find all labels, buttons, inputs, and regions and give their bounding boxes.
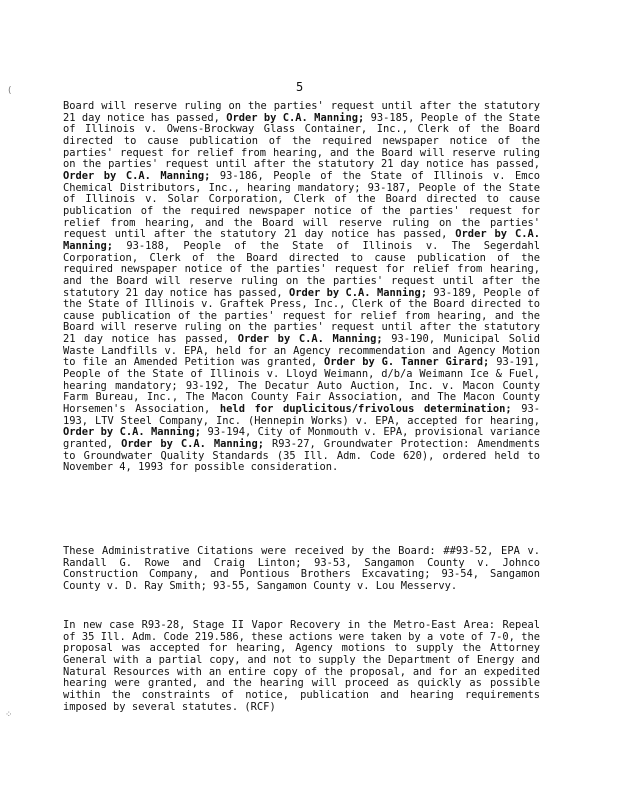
bold-phrase: Order by G. Tanner Girard;	[324, 356, 490, 369]
text-run: 93-189, People of the State of Illinois v. Graftek Press, Inc., Clerk of the Board directed to cause publication of the parties' request for relief from hearing, and the Board will reserve ruling on the parties' request until after the statutory 21 day notice has passed,	[63, 286, 540, 346]
page-number: 5	[296, 80, 304, 94]
text-run: 93-186, People of the State of Illinois v. Emco Chemical Distributors, Inc., hearing mandatory; 93-187, People of the State of Illinois v. Solar Corporation, Clerk of the Board directed to cause publication of the required newspaper notice of the parties' request for relief from hearing, and the Board will reserve ruling on the parties' request until after the statutory 21 day notice has passed,	[63, 169, 540, 241]
bold-phrase: Order by C.A. Manning;	[121, 438, 264, 451]
text-run: 93-194, City of Monmouth v. EPA, provisional variance granted,	[63, 426, 540, 451]
bold-phrase: Order by C.A. Manning;	[63, 228, 541, 252]
bold-phrase: Order by C.A. Manning;	[237, 333, 383, 346]
text-run: 93-191, People of the State of Illinois v. Lloyd Weimann, d/b/a Weimann Ice & Fuel, hearing mandatory; 93-192, The Decatur Auto Auction, Inc. v. Macon County Farm Bureau, Inc., The Macon County Fair Association, and The Macon County Horsemen's Association,	[63, 356, 541, 416]
bold-phrase: Order by C.A. Manning;	[63, 426, 202, 439]
text-run: 93-188, People of the State of Illinois v. The Segerdahl Corporation, Clerk of the Board directed to cause publication of the required newspaper notice of the parties' request for relief from hearing, and the Board will reserve ruling on the parties' request until after the statutory 21 day notice has passed,	[63, 239, 540, 299]
scan-mark: ⁘	[5, 710, 13, 720]
paragraph-administrative-citations: These Administrative Citations were received by the Board: ##93-52, EPA v. Randall G. Rowe and Craig Linton; 93-53, Sangamon County v. Johnco Construction Company, and Pontious Brothers Excavating; 93-54, Sangamon County v. D. Ray Smith; 93-55, Sangamon County v. Lou Messervy.	[63, 545, 540, 592]
paragraph-new-case-r93-28: In new case R93-28, Stage II Vapor Recovery in the Metro-East Area: Repeal of 35 Ill. Adm. Code 219.586, these actions were taken by a vote of 7-0, the proposal was accepted for hearing, Agency motions to supply the Attorney General with a partial copy, and not to supply the Department of Energy and Natural Resources with an entire copy of the proposal, and for an expedited hearing were granted, and the hearing will proceed as quickly as possible within the constraints of notice, publication and hearing requirements imposed by several statutes. (RCF)	[63, 619, 540, 713]
text-run: 93-185, People of the State of Illinois v. Owens-Brockway Glass Container, Inc., Clerk of the Board directed to cause publication of the required newspaper notice of the parties' request for relief from hearing, and the Board will reserve ruling on the parties' request until after the statutory 21 day notice has passed,	[63, 111, 540, 171]
scan-mark: (	[8, 86, 12, 96]
text-run: Board will reserve ruling on the parties' request until after the statutory 21 day notice has passed,	[63, 100, 540, 124]
bold-phrase: Order by C.A. Manning;	[226, 111, 365, 124]
bold-phrase: Order by C.A. Manning;	[63, 169, 211, 182]
text-run: R93-27, Groundwater Protection: Amendments to Groundwater Quality Standards (35 Ill. Adm. Code 620), ordered held to November 4, 1993 for possible consideration.	[63, 438, 540, 474]
bold-phrase: held for duplicitous/frivolous determination;	[219, 403, 512, 416]
bold-phrase: Order by C.A. Manning;	[288, 286, 427, 299]
text-run: 93-190, Municipal Solid Waste Landfills v. EPA, held for an Agency recommendation and Agency Motion to file an Amended Petition was granted,	[63, 333, 540, 369]
paragraph-board-orders	[63, 101, 540, 474]
text-run: 93-193, LTV Steel Company, Inc. (Hennepin Works) v. EPA, accepted for hearing,	[63, 403, 541, 427]
